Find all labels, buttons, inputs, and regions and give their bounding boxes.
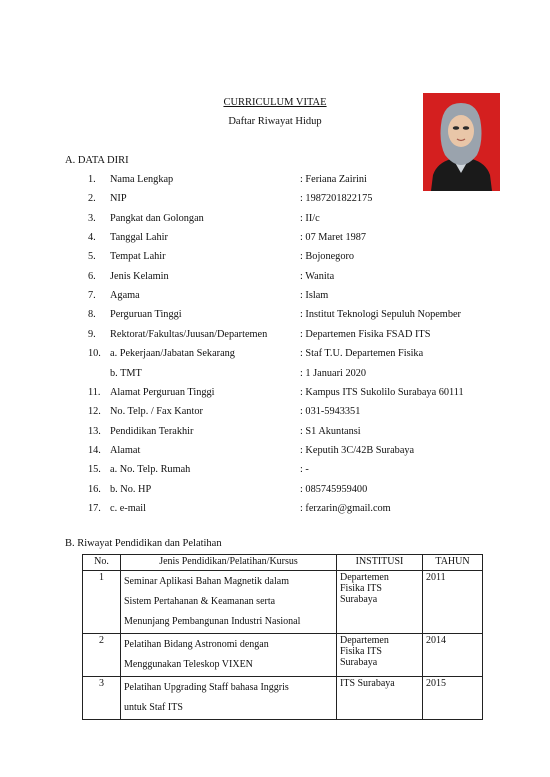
education-table xyxy=(82,554,483,720)
cell-no: 1 xyxy=(83,571,121,634)
cell-jenis-line: Seminar Aplikasi Bahan Magnetik dalam xyxy=(124,576,289,587)
item-number: 6. xyxy=(88,270,96,282)
list-item xyxy=(0,387,550,405)
education-table-body xyxy=(83,571,483,720)
cell-jenis-line: Menggunakan Teleskop VIXEN xyxy=(124,659,253,670)
item-label: b. No. HP xyxy=(110,483,152,495)
item-value: : 07 Maret 1987 xyxy=(300,232,367,244)
item-number: 12. xyxy=(88,406,101,418)
item-number: 8. xyxy=(88,309,96,321)
cell-jenis-line: untuk Staf ITS xyxy=(124,702,183,713)
table-row xyxy=(83,677,483,720)
item-number: 1. xyxy=(88,174,96,185)
item-label: Jenis Kelamin xyxy=(110,270,169,282)
cell-tahun: 2011 xyxy=(423,571,483,634)
cell-jenis-line: Pelatihan Bidang Astronomi dengan xyxy=(124,639,269,650)
item-label: c. e-mail xyxy=(110,502,147,514)
item-number: 15. xyxy=(88,464,101,476)
item-number: 7. xyxy=(88,290,96,302)
item-label: Perguruan Tinggi xyxy=(110,309,182,321)
item-value: : Wanita xyxy=(300,270,335,282)
list-item xyxy=(0,348,550,366)
item-label: Pangkat dan Golongan xyxy=(110,212,204,224)
cell-jenis-line: Pelatihan Upgrading Staff bahasa Inggris xyxy=(124,682,289,693)
cell-jenis xyxy=(121,677,337,720)
item-label: Tanggal Lahir xyxy=(110,232,168,244)
item-value: : Departemen Fisika FSAD ITS xyxy=(300,328,431,340)
list-item xyxy=(0,290,550,308)
list-item xyxy=(0,174,550,192)
item-number: 4. xyxy=(88,232,96,244)
item-value: : Keputih 3C/42B Surabaya xyxy=(300,444,415,456)
list-item xyxy=(0,503,550,521)
list-item xyxy=(0,232,550,250)
cell-institusi xyxy=(337,634,423,677)
list-item xyxy=(0,329,550,347)
item-value: : Feriana Zairini xyxy=(300,174,367,185)
cell-jenis-line: Sistem Pertahanan & Keamanan serta xyxy=(124,596,276,607)
cell-institusi-line: Fisika ITS xyxy=(340,583,382,594)
column-header-jenis: Jenis Pendidikan/Pelatihan/Kursus xyxy=(121,555,337,571)
item-label: Alamat xyxy=(110,444,141,456)
list-item xyxy=(0,271,550,289)
item-label: No. Telp. / Fax Kantor xyxy=(110,406,203,418)
item-value: : ferzarin@gmail.com xyxy=(300,502,391,514)
item-number: 10. xyxy=(88,348,101,360)
cell-institusi-line: Departemen xyxy=(340,572,389,583)
item-number: 16. xyxy=(88,483,101,495)
item-number: 3. xyxy=(88,212,96,224)
cell-jenis-line: Menunjang Pembangunan Industri Nasional xyxy=(124,616,301,627)
column-header-no: No. xyxy=(83,555,121,571)
list-item xyxy=(0,309,550,327)
cell-institusi xyxy=(337,677,423,720)
item-value: : Institut Teknologi Sepuluh Nopember xyxy=(300,309,461,321)
document-title: CURRICULUM VITAE xyxy=(223,97,327,108)
cell-institusi xyxy=(337,571,423,634)
item-number: 14. xyxy=(88,444,101,456)
cell-institusi-line: Surabaya xyxy=(340,594,378,605)
item-label: Nama Lengkap xyxy=(110,174,174,185)
item-number: 2. xyxy=(88,193,96,205)
item-label: b. TMT xyxy=(110,367,142,379)
item-value: : Bojonegoro xyxy=(300,251,355,263)
list-item xyxy=(0,193,550,211)
item-number: 11. xyxy=(88,386,101,398)
cell-institusi-line: Fisika ITS xyxy=(340,646,382,657)
table-header-row xyxy=(83,555,483,571)
item-value: : S1 Akuntansi xyxy=(300,425,361,437)
item-number: 17. xyxy=(88,502,101,514)
item-label: Rektorat/Fakultas/Juusan/Departemen xyxy=(110,328,268,340)
item-label: NIP xyxy=(110,193,127,205)
section-b-heading: B. Riwayat Pendidikan dan Pelatihan xyxy=(65,538,222,549)
table-row xyxy=(83,634,483,677)
cell-jenis xyxy=(121,634,337,677)
item-value: : Kampus ITS Sukolilo Surabaya 60111 xyxy=(300,386,464,398)
item-value: : 1987201822175 xyxy=(300,193,373,205)
item-label: Agama xyxy=(110,290,140,302)
list-item xyxy=(0,213,550,231)
item-value: : 031-5943351 xyxy=(300,406,361,418)
list-item xyxy=(0,426,550,444)
item-label: a. Pekerjaan/Jabatan Sekarang xyxy=(110,348,235,360)
item-label: a. No. Telp. Rumah xyxy=(110,464,191,476)
item-number: 13. xyxy=(88,425,101,437)
list-item xyxy=(0,445,550,463)
item-value: : - xyxy=(300,464,309,476)
column-header-tahun: TAHUN xyxy=(423,555,483,571)
item-number: 9. xyxy=(88,328,96,340)
section-a-heading: A. DATA DIRI xyxy=(65,155,129,166)
item-value: : 085745959400 xyxy=(300,483,368,495)
list-item xyxy=(0,464,550,482)
cell-institusi-line: Departemen xyxy=(340,635,389,646)
list-item xyxy=(0,406,550,424)
item-value: : Staf T.U. Departemen Fisika xyxy=(300,348,424,360)
list-item xyxy=(0,484,550,502)
cell-institusi-line: ITS Surabaya xyxy=(340,678,395,689)
table-row xyxy=(83,571,483,634)
column-header-institusi: INSTITUSI xyxy=(337,555,423,571)
cell-tahun: 2015 xyxy=(423,677,483,720)
cell-tahun: 2014 xyxy=(423,634,483,677)
item-value: : Islam xyxy=(300,290,329,302)
item-label: Pendidikan Terakhir xyxy=(110,425,194,437)
document-subtitle: Daftar Riwayat Hidup xyxy=(228,116,322,127)
cell-no: 3 xyxy=(83,677,121,720)
item-label: Tempat Lahir xyxy=(110,251,166,263)
cell-no: 2 xyxy=(83,634,121,677)
cell-institusi-line: Surabaya xyxy=(340,657,378,668)
item-value: : II/c xyxy=(300,212,320,224)
item-label: Alamat Perguruan Tinggi xyxy=(110,386,215,398)
cell-jenis xyxy=(121,571,337,634)
list-item xyxy=(0,251,550,269)
list-item xyxy=(0,368,550,386)
item-number: 5. xyxy=(88,251,96,263)
item-value: : 1 Januari 2020 xyxy=(300,367,367,379)
